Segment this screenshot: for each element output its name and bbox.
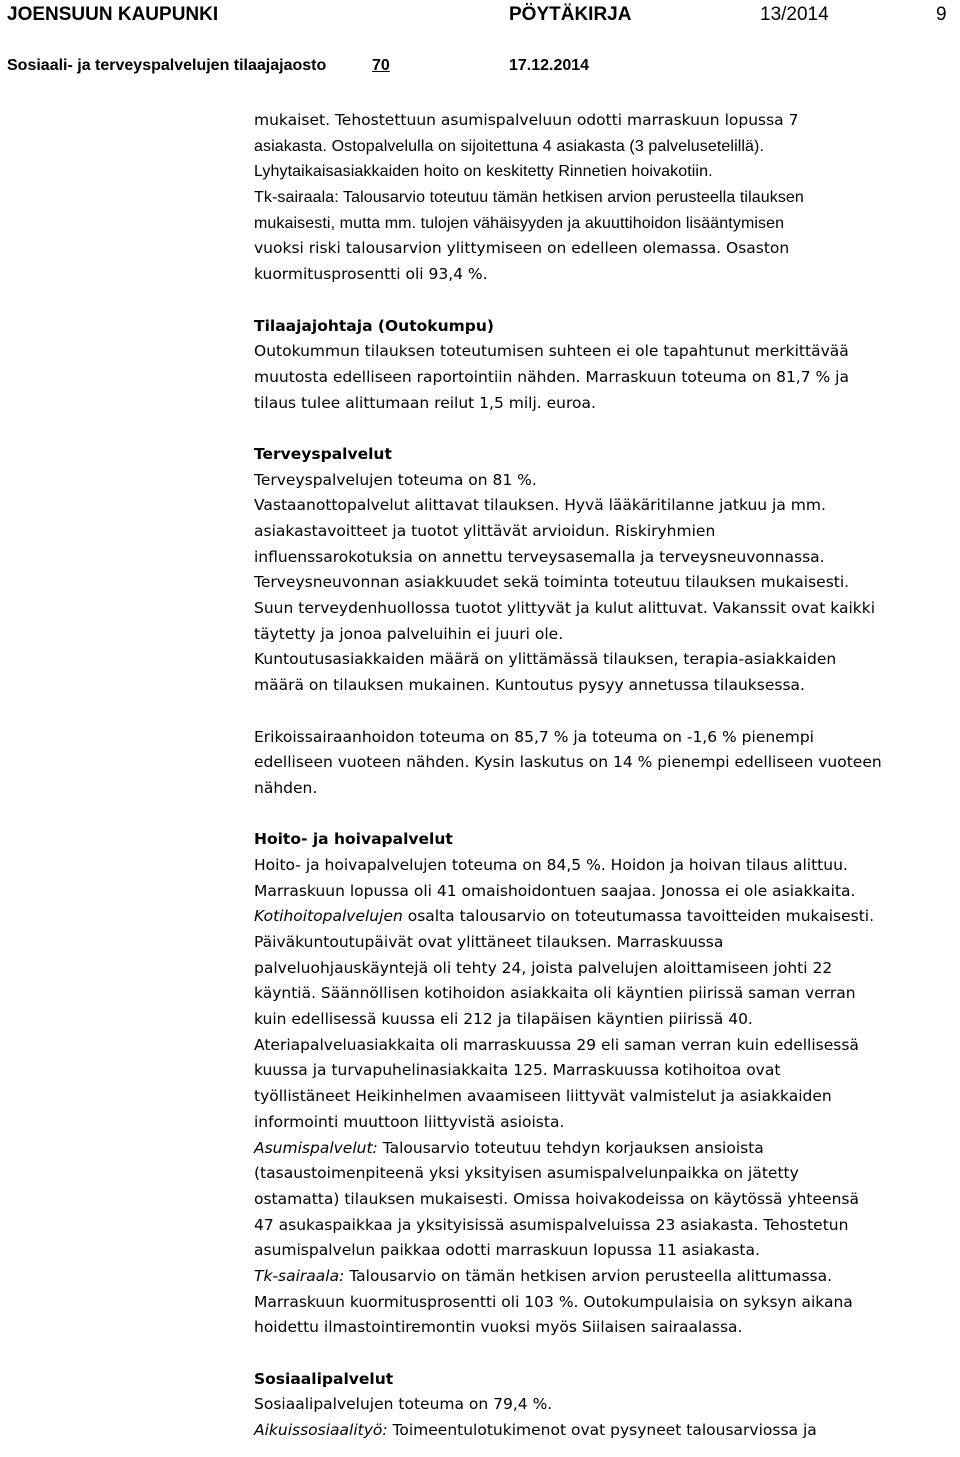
body-line: kuormitusprosentti oli 93,4 %. [254,265,488,284]
body-line: informointi muuttoon liittyvistä asioista. [254,1112,565,1131]
body-line: Lyhytaikaisasiakkaiden hoito on keskitetty Rinnetien hoivakotiin. [254,163,713,181]
body-line: asiakasta. Ostopalvelulla on sijoitettuna 4 asiakasta (3 palvelusetelillä). [254,137,764,155]
body-line: Sosiaalipalvelujen toteuma on 79,4 %. [254,1395,553,1414]
body-line: Suun terveydenhuollossa tuotot ylittyvät ja kulut alittuvat. Vakanssit ovat kaikki [254,599,876,618]
body-line: mukaiset. Tehostettuun asumispalveluun odotti marraskuun lopussa 7 [254,111,799,129]
body-line: influenssarokotuksia on annettu terveysasemalla ja terveysneuvonnassa. [254,547,825,566]
document-number: 13/2014 [760,4,829,25]
body-line: Asumispalvelut: Talousarvio toteutuu tehdyn korjauksen ansioista [254,1138,764,1157]
body-line: edelliseen vuoteen nähden. Kysin laskutus on 14 % pienempi edelliseen vuoteen [254,753,882,772]
body-line: asumispalvelun paikkaa odotti marraskuun lopussa 11 asiakasta. [254,1241,760,1260]
body-line: Kuntoutusasiakkaiden määrä on ylittämässä tilauksen, terapia-asiakkaiden [254,650,837,669]
body-line: Aikuissosiaalityö: Toimeentulotukimenot ovat pysyneet talousarviossa ja [254,1421,817,1440]
page-header [0,0,960,90]
body-line: vuoksi riski talousarvion ylittymiseen on edelleen olemassa. Osaston [254,239,790,258]
body-line: täytetty ja jonoa palveluihin ei juuri ole. [254,624,564,643]
body-line: Tk-sairaala: Talousarvio on tämän hetkisen arvion perusteella alittumassa. [254,1266,833,1285]
body-line: asiakastavoitteet ja tuotot ylittävät arvioidun. Riskiryhmien [254,522,716,540]
body-line: Terveysneuvonnan asiakkuudet sekä toiminta toteutuu tilauksen mukaisesti. [254,573,850,592]
section-heading: Terveyspalvelut [254,444,392,463]
body-line: Vastaanottopalvelut alittavat tilauksen. Hyvä lääkäritilanne jatkuu ja mm. [254,496,826,515]
body-line: muutosta edelliseen raportointiin nähden. Marraskuun toteuma on 81,7 % ja [254,367,849,386]
page-number: 9 [936,4,947,25]
body-line: työllistäneet Heikinhelmen avaamiseen liittyvät valmistelut ja asiakkaiden [254,1087,832,1106]
section-number: 70 [372,57,390,74]
body-line: Terveyspalvelujen toteuma on 81 %. [254,470,537,489]
body-line: Tk-sairaala: Talousarvio toteutuu tämän hetkisen arvion perusteella tilauksen [254,189,804,207]
body-line: kuin edellisessä kuussa eli 212 ja tilapäisen käyntien piirissä 40. [254,1010,753,1029]
section-heading: Sosiaalipalvelut [254,1369,394,1388]
body-line: nähden. [254,778,318,797]
body-line: 47 asukaspaikkaa ja yksityisissä asumispalveluissa 23 asiakasta. Tehostetun [254,1215,849,1234]
document-body [254,108,960,1444]
body-line: Marraskuun lopussa oli 41 omaishoidontuen saajaa. Jonossa ei ole asiakkaita. [254,881,856,900]
organization-name: JOENSUUN KAUPUNKI [7,4,219,25]
body-line: Hoito- ja hoivapalvelujen toteuma on 84,5 %. Hoidon ja hoivan tilaus alittuu. [254,855,848,874]
body-line: Erikoissairaanhoidon toteuma on 85,7 % ja toteuma on -1,6 % pienempi [254,727,814,746]
body-line: käyntiä. Säännöllisen kotihoidon asiakkaita oli käyntien piirissä saman verran [254,984,856,1003]
meeting-date: 17.12.2014 [509,57,590,74]
body-line: tilaus tulee alittumaan reilut 1,5 milj. euroa. [254,393,596,412]
body-line: Kotihoitopalvelujen osalta talousarvio on toteutumassa tavoitteiden mukaisesti. [254,907,875,926]
body-line: hoidettu ilmastointiremontin vuoksi myös Siilaisen sairaalassa. [254,1318,743,1337]
section-heading: Hoito- ja hoivapalvelut [254,830,453,849]
body-line: palveluohjauskäyntejä oli tehty 24, joista palvelujen aloittamiseen johti 22 [254,958,833,977]
section-heading: Tilaajajohtaja (Outokumpu) [254,316,494,335]
body-line: määrä on tilauksen mukainen. Kuntoutus pysyy annetussa tilauksessa. [254,676,805,695]
body-line: Ateriapalveluasiakkaita oli marraskuussa 29 eli saman verran kuin edellisessä [254,1035,859,1054]
body-line: (tasaustoimenpiteenä yksi yksityisen asumispalvelunpaikka on jätetty [254,1164,799,1183]
body-line: ostamatta) tilauksen mukaisesti. Omissa hoivakodeissa on käytössä yhteensä [254,1189,859,1208]
body-line: Marraskuun kuormitusprosentti oli 103 %. Outokumpulaisia on syksyn aikana [254,1292,853,1311]
body-line: Outokummun tilauksen toteutumisen suhteen ei ole tapahtunut merkittävää [254,342,849,361]
committee-name: Sosiaali- ja terveyspalvelujen tilaajajaosto [7,57,327,74]
body-line: Päiväkuntoutupäivät ovat ylittäneet tilauksen. Marraskuussa [254,933,724,951]
document-type: PÖYTÄKIRJA [509,4,632,25]
body-line: mukaisesti, mutta mm. tulojen vähäisyyden ja akuuttihoidon lisääntymisen [254,214,785,232]
body-line: kuussa ja turvapuhelinasiakkaita 125. Marraskuussa kotihoitoa ovat [254,1061,781,1080]
